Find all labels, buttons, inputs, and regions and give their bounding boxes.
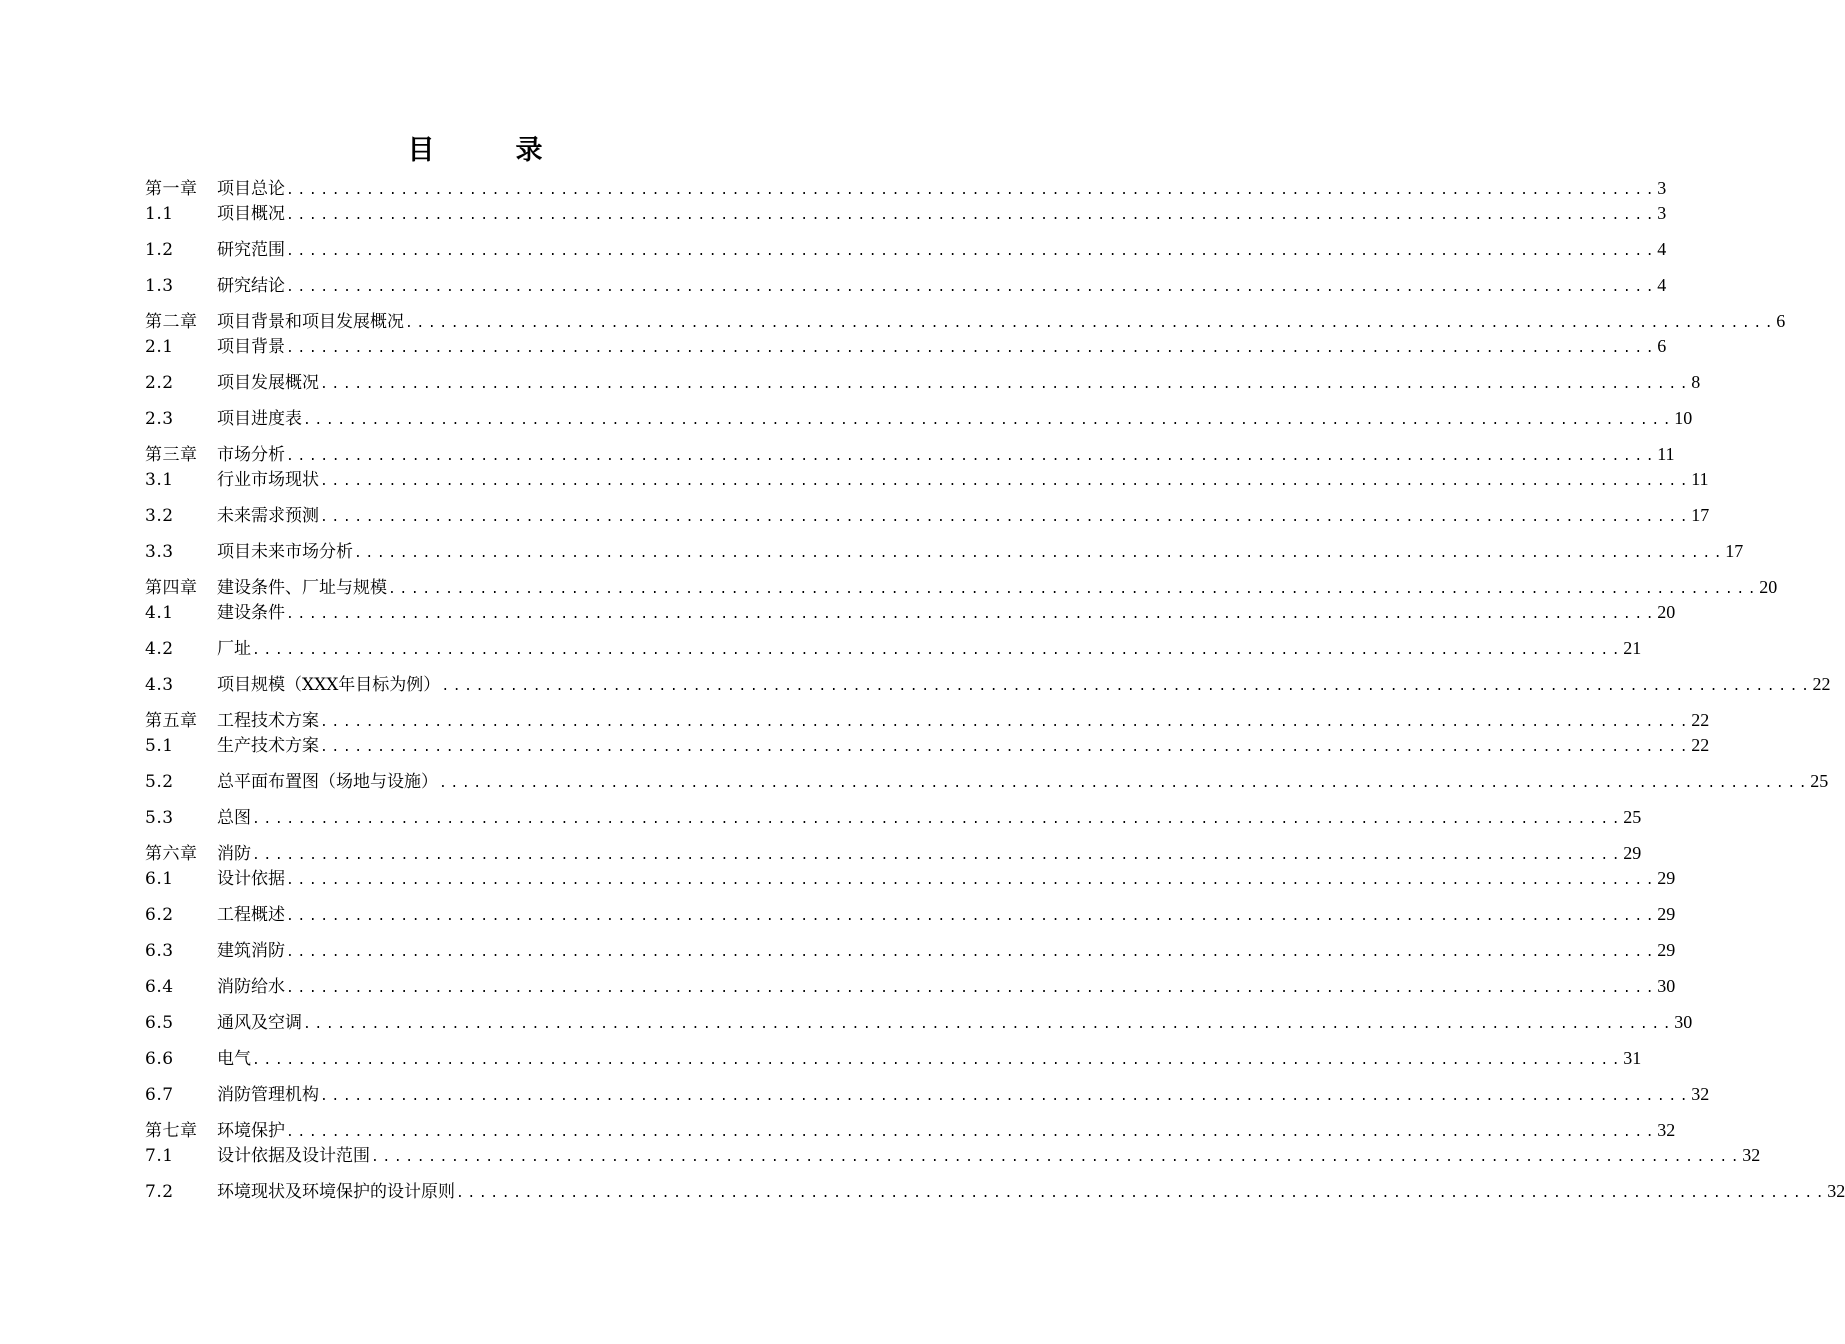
toc-dot-leader: ........................................................................................................................ <box>286 1125 1658 1140</box>
toc-entry[interactable] <box>145 769 1829 793</box>
toc-entry[interactable] <box>145 467 1709 491</box>
toc-entry-title: 厂址 <box>217 639 251 659</box>
toc-dot-leader: ........................................................................................................................ <box>303 413 1675 428</box>
toc-entry-page-number: 21 <box>1623 638 1642 658</box>
toc-entry[interactable] <box>145 503 1710 527</box>
toc-entry-title: 设计依据 <box>217 869 285 889</box>
toc-dot-leader: ........................................................................................................................ <box>286 945 1658 960</box>
toc-entry-number: 3.2 <box>145 506 174 526</box>
toc-entry-number: 2.3 <box>145 409 174 429</box>
toc-entry-number: 1.1 <box>145 204 174 224</box>
toc-entry-page-number: 20 <box>1759 577 1778 597</box>
toc-entry-page-number: 8 <box>1691 372 1701 392</box>
toc-entry-title: 设计依据及设计范围 <box>217 1146 370 1166</box>
toc-entry-title: 建设条件 <box>217 603 285 623</box>
toc-entry-page-number: 32 <box>1657 1120 1676 1140</box>
toc-entry-page-number: 32 <box>1742 1145 1761 1165</box>
toc-entry-number: 第六章 <box>145 844 198 864</box>
toc-entry[interactable] <box>145 442 1675 466</box>
toc-entry-title: 项目发展概况 <box>217 373 319 393</box>
toc-entry-title: 工程概述 <box>217 905 285 925</box>
toc-entry-title: 项目背景 <box>217 337 285 357</box>
toc-dot-leader: ........................................................................................................................ <box>441 679 1813 694</box>
toc-entry-title: 通风及空调 <box>217 1013 302 1033</box>
toc-entry-title: 工程技术方案 <box>217 711 319 731</box>
toc-entry-number: 6.5 <box>145 1013 174 1033</box>
toc-entry-title: 建筑消防 <box>217 941 285 961</box>
toc-entry-page-number: 29 <box>1657 868 1676 888</box>
toc-entry-title: 未来需求预测 <box>217 506 319 526</box>
toc-dot-leader: ........................................................................................................................ <box>320 1089 1692 1104</box>
toc-entry-title: 消防给水 <box>217 977 285 997</box>
toc-dot-leader: ........................................................................................................................ <box>320 740 1692 755</box>
toc-dot-leader: ........................................................................................................................ <box>286 244 1658 259</box>
toc-entry[interactable] <box>145 1046 1642 1070</box>
toc-entry-number: 3.3 <box>145 542 174 562</box>
toc-entry-title: 项目概况 <box>217 204 285 224</box>
toc-entry-page-number: 25 <box>1623 807 1642 827</box>
toc-entry-page-number: 29 <box>1657 940 1676 960</box>
toc-entry[interactable] <box>145 334 1667 358</box>
toc-entry-page-number: 20 <box>1657 602 1676 622</box>
toc-entry-title: 电气 <box>217 1049 251 1069</box>
toc-dot-leader: ........................................................................................................................ <box>371 1150 1743 1165</box>
toc-entry-page-number: 6 <box>1776 311 1786 331</box>
toc-entry-page-number: 22 <box>1812 674 1831 694</box>
toc-entry-page-number: 3 <box>1657 203 1667 223</box>
toc-entry-title: 建设条件、厂址与规模 <box>217 578 387 598</box>
toc-entry-title: 研究范围 <box>217 240 285 260</box>
toc-dot-leader: ........................................................................................................................ <box>320 377 1692 392</box>
toc-dot-leader: ........................................................................................................................ <box>252 643 1624 658</box>
toc-entry-title: 消防管理机构 <box>217 1085 319 1105</box>
toc-entry-number: 4.2 <box>145 639 174 659</box>
toc-entry-number: 4.3 <box>145 675 174 695</box>
toc-dot-leader: ........................................................................................................................ <box>388 582 1760 597</box>
toc-entry-page-number: 17 <box>1725 541 1744 561</box>
toc-dot-leader: ........................................................................................................................ <box>286 208 1658 223</box>
toc-dot-leader: ........................................................................................................................ <box>320 474 1692 489</box>
toc-entry-number: 第四章 <box>145 578 198 598</box>
toc-entry-number: 2.2 <box>145 373 174 393</box>
toc-entry-title: 项目背景和项目发展概况 <box>217 312 404 332</box>
toc-entry-number: 6.6 <box>145 1049 174 1069</box>
toc-dot-leader: ........................................................................................................................ <box>286 280 1658 295</box>
toc-entry-page-number: 10 <box>1674 408 1693 428</box>
toc-entry[interactable] <box>145 805 1642 829</box>
toc-entry-number: 1.2 <box>145 240 174 260</box>
toc-entry[interactable] <box>145 841 1642 865</box>
toc-entry-number: 7.2 <box>145 1182 174 1202</box>
toc-entry-number: 第二章 <box>145 312 198 332</box>
toc-entry[interactable] <box>145 176 1667 200</box>
toc-entry-page-number: 17 <box>1691 505 1710 525</box>
toc-entry-page-number: 29 <box>1657 904 1676 924</box>
toc-entry-title: 研究结论 <box>217 276 285 296</box>
toc-dot-leader: ........................................................................................................................ <box>286 341 1658 356</box>
toc-dot-leader: ........................................................................................................................ <box>286 449 1658 464</box>
toc-entry-page-number: 22 <box>1691 710 1710 730</box>
toc-entry[interactable] <box>145 1143 1761 1167</box>
toc-entry-number: 6.3 <box>145 941 174 961</box>
toc-entry-page-number: 6 <box>1657 336 1667 356</box>
toc-entry-number: 第三章 <box>145 445 198 465</box>
toc-entry-page-number: 4 <box>1657 239 1667 259</box>
toc-entry-page-number: 11 <box>1691 469 1709 489</box>
toc-entry-number: 6.4 <box>145 977 174 997</box>
toc-dot-leader: ........................................................................................................................ <box>320 715 1692 730</box>
toc-entry-number: 6.7 <box>145 1085 174 1105</box>
toc-entry-title: 消防 <box>217 844 251 864</box>
toc-entry[interactable] <box>145 636 1642 660</box>
toc-entry-number: 7.1 <box>145 1146 174 1166</box>
toc-dot-leader: ........................................................................................................................ <box>286 183 1658 198</box>
toc-entry-number: 5.3 <box>145 808 174 828</box>
toc-dot-leader: ........................................................................................................................ <box>405 316 1777 331</box>
toc-entry-page-number: 29 <box>1623 843 1642 863</box>
toc-entry-page-number: 31 <box>1623 1048 1642 1068</box>
toc-dot-leader: ........................................................................................................................ <box>286 981 1658 996</box>
toc-entry-number: 第一章 <box>145 179 198 199</box>
toc-entry[interactable] <box>145 370 1701 394</box>
toc-entry[interactable] <box>145 273 1667 297</box>
toc-entry-number: 1.3 <box>145 276 174 296</box>
toc-entry-title: 生产技术方案 <box>217 736 319 756</box>
toc-entry-page-number: 32 <box>1691 1084 1710 1104</box>
toc-dot-leader: ........................................................................................................................ <box>252 812 1624 827</box>
toc-entry-title: 项目未来市场分析 <box>217 542 353 562</box>
toc-dot-leader: ........................................................................................................................ <box>439 776 1811 791</box>
toc-entry[interactable] <box>145 1010 1693 1034</box>
toc-entry-page-number: 25 <box>1810 771 1829 791</box>
toc-entry-title: 市场分析 <box>217 445 285 465</box>
toc-entry[interactable] <box>145 1118 1676 1142</box>
toc-entry-title: 项目总论 <box>217 179 285 199</box>
toc-entry-number: 3.1 <box>145 470 174 490</box>
toc-entry[interactable] <box>145 1179 1845 1203</box>
toc-entry[interactable] <box>145 237 1667 261</box>
toc-entry[interactable] <box>145 672 1831 696</box>
toc-dot-leader: ........................................................................................................................ <box>252 848 1624 863</box>
toc-entry-number: 6.2 <box>145 905 174 925</box>
toc-entry[interactable] <box>145 1082 1710 1106</box>
toc-entry-page-number: 32 <box>1827 1181 1845 1201</box>
toc-entry-title: 项目规模（XXX年目标为例） <box>217 675 441 695</box>
toc-entry-number: 5.2 <box>145 772 174 792</box>
toc-entry[interactable] <box>145 733 1710 757</box>
toc-dot-leader: ........................................................................................................................ <box>286 909 1658 924</box>
toc-entry-title: 环境保护 <box>217 1121 285 1141</box>
toc-entry-page-number: 30 <box>1657 976 1676 996</box>
toc-entry-number: 第五章 <box>145 711 198 731</box>
toc-entry-number: 5.1 <box>145 736 174 756</box>
toc-entry[interactable] <box>145 406 1693 430</box>
toc-entry-page-number: 11 <box>1657 444 1675 464</box>
toc-dot-leader: ........................................................................................................................ <box>286 607 1658 622</box>
toc-entry-number: 第七章 <box>145 1121 198 1141</box>
toc-entry[interactable] <box>145 708 1710 732</box>
toc-entry-title: 总平面布置图（场地与设施） <box>217 772 438 792</box>
toc-entry[interactable] <box>145 600 1676 624</box>
toc-entry[interactable] <box>145 201 1667 225</box>
page-title: 目 录 <box>407 135 543 166</box>
toc-dot-leader: ........................................................................................................................ <box>252 1053 1624 1068</box>
toc-entry-number: 4.1 <box>145 603 174 623</box>
toc-entry[interactable] <box>145 974 1676 998</box>
toc-entry-number: 2.1 <box>145 337 174 357</box>
toc-entry[interactable] <box>145 575 1778 599</box>
toc-entry[interactable] <box>145 309 1786 333</box>
toc-entry[interactable] <box>145 938 1676 962</box>
toc-dot-leader: ........................................................................................................................ <box>286 873 1658 888</box>
toc-entry-number: 6.1 <box>145 869 174 889</box>
toc-entry-page-number: 3 <box>1657 178 1667 198</box>
toc-dot-leader: ........................................................................................................................ <box>456 1186 1828 1201</box>
toc-dot-leader: ........................................................................................................................ <box>354 546 1726 561</box>
toc-entry[interactable] <box>145 902 1676 926</box>
toc-entry-title: 行业市场现状 <box>217 470 319 490</box>
toc-entry-title: 项目进度表 <box>217 409 302 429</box>
toc-dot-leader: ........................................................................................................................ <box>303 1017 1675 1032</box>
toc-entry[interactable] <box>145 866 1676 890</box>
toc-entry-title: 环境现状及环境保护的设计原则 <box>217 1182 455 1202</box>
toc-dot-leader: ........................................................................................................................ <box>320 510 1692 525</box>
toc-entry-title: 总图 <box>217 808 251 828</box>
toc-entry-page-number: 22 <box>1691 735 1710 755</box>
toc-entry[interactable] <box>145 539 1744 563</box>
toc-entry-page-number: 30 <box>1674 1012 1693 1032</box>
toc-entry-page-number: 4 <box>1657 275 1667 295</box>
